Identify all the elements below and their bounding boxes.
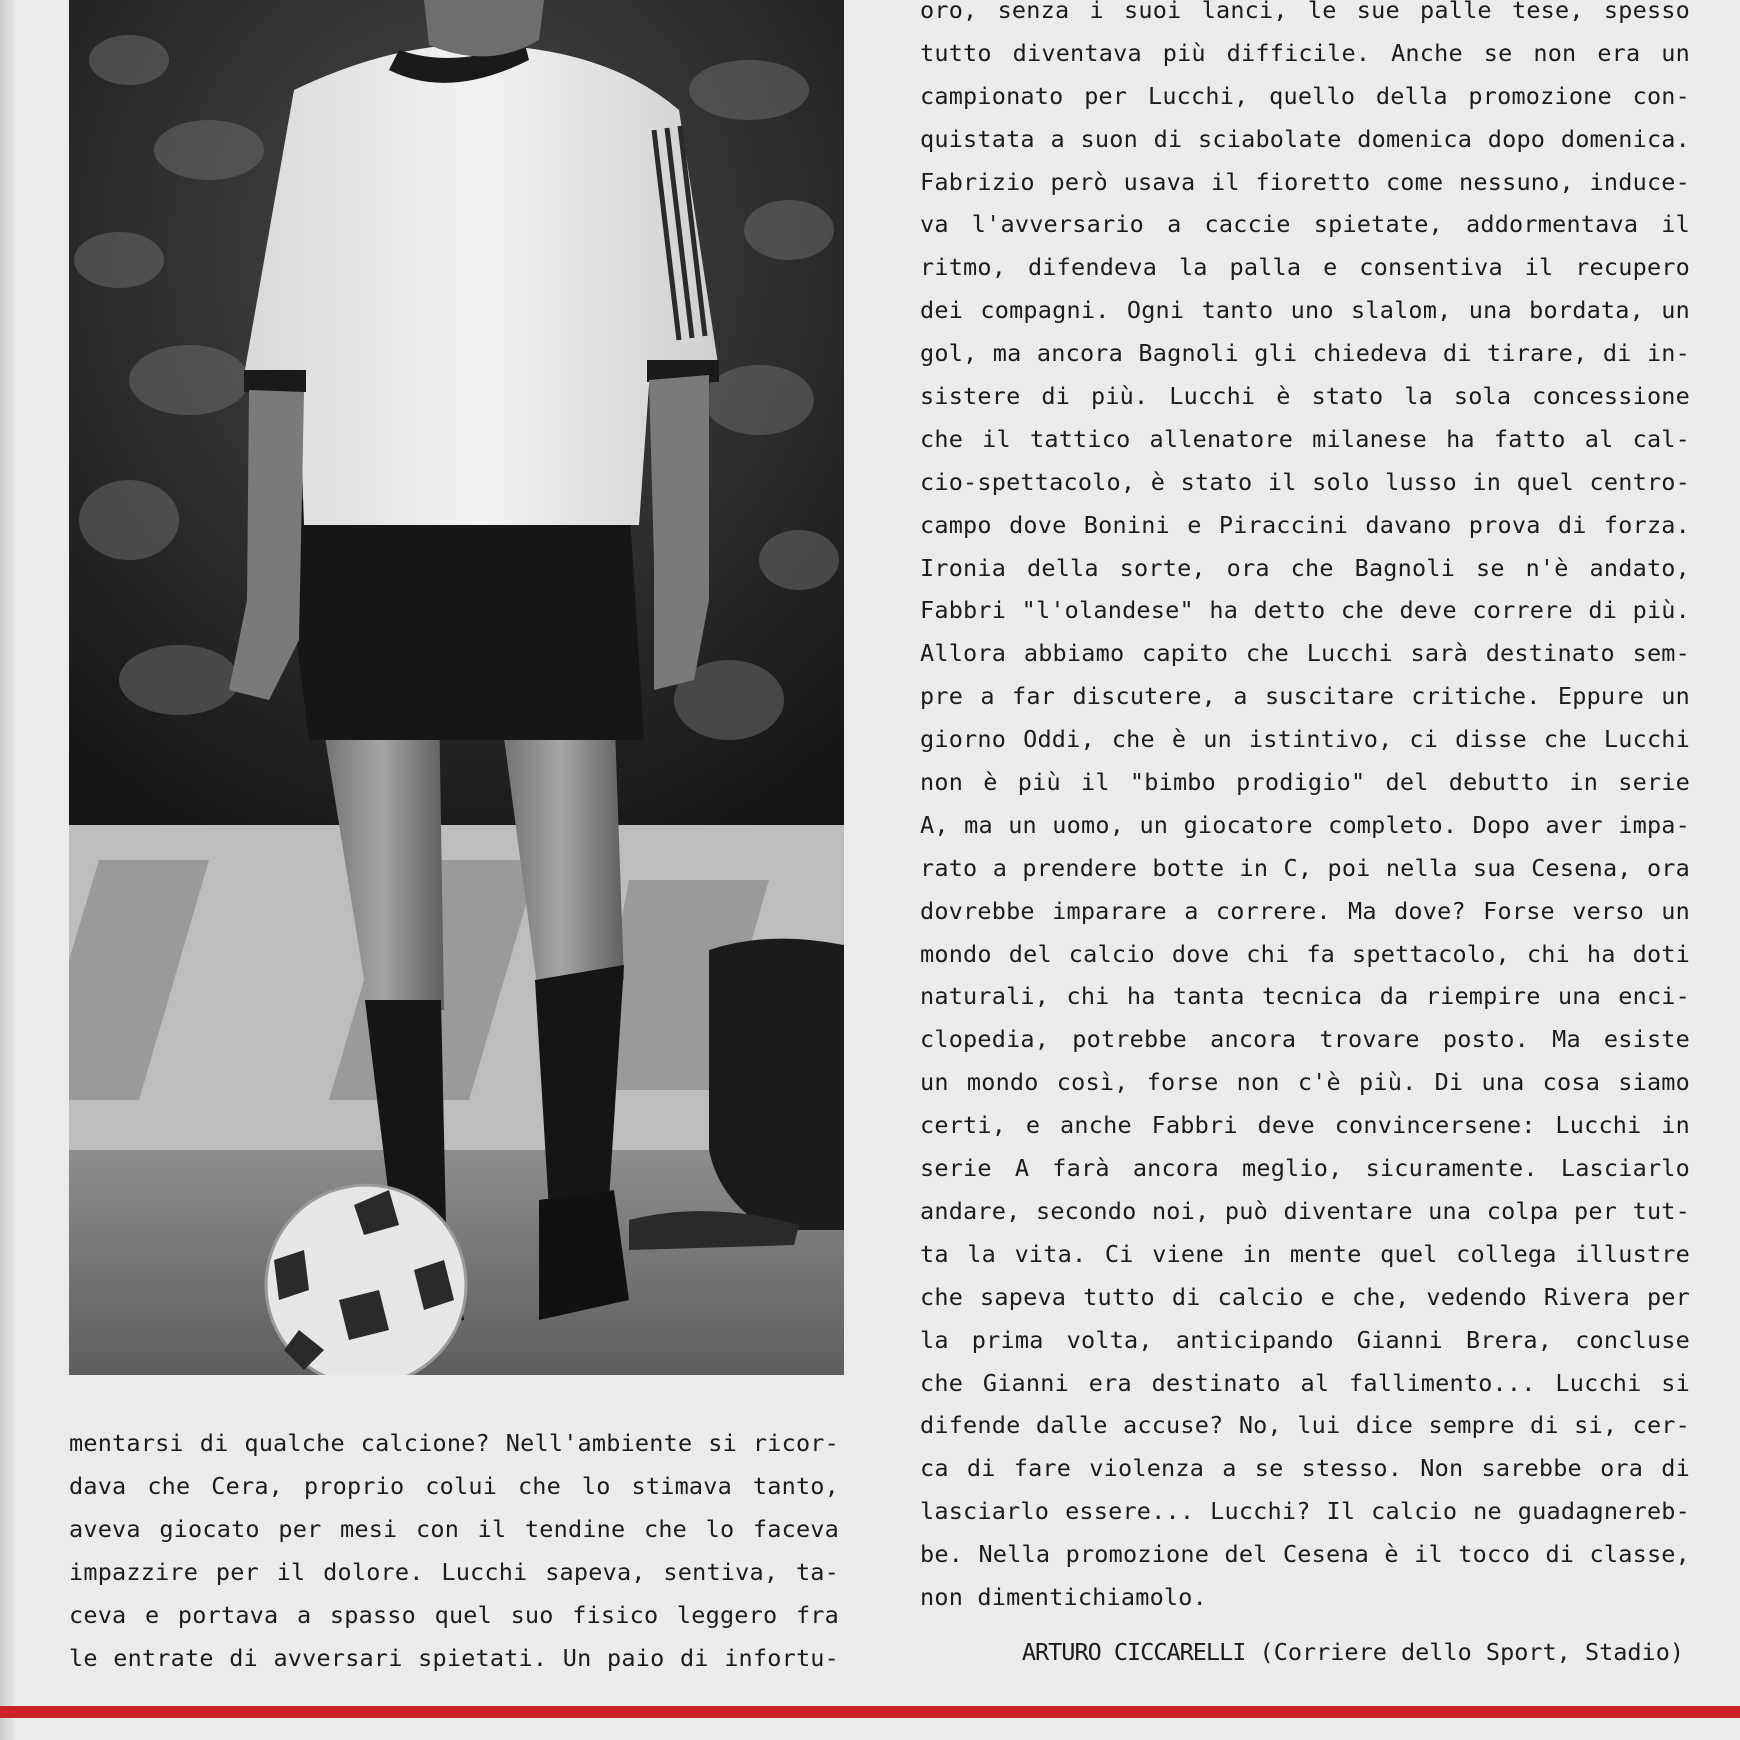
body-text-line: dei compagni. Ogni tanto uno slalom, una bordata, un (920, 296, 1690, 325)
body-text-line: dava che Cera, proprio colui che lo stimava tanto, (69, 1472, 839, 1500)
body-text-line: Fabrizio però usava il fioretto come nessuno, induce- (920, 167, 1690, 196)
body-text-line: serie A farà ancora meglio, sicuramente. Lasciarlo (920, 1154, 1690, 1183)
body-text-line: tutto diventava più difficile. Anche se non era un (920, 38, 1690, 67)
body-text-line: Fabbri "l'olandese" ha detto che deve correre di più. (920, 596, 1690, 625)
body-text-line: che Gianni era destinato al fallimento... Lucchi si (920, 1368, 1690, 1397)
body-text-line: che il tattico allenatore milanese ha fatto al cal- (920, 424, 1690, 453)
player-photo (69, 0, 844, 1375)
article-signature (994, 1631, 1684, 1673)
body-text-line: ritmo, difendeva la palla e consentiva il recupero (920, 253, 1690, 282)
body-text-line: va l'avversario a caccie spietate, addormentava il (920, 210, 1690, 239)
body-text-line: che sapeva tutto di calcio e che, vedendo Rivera per (920, 1282, 1690, 1311)
body-text-line: ta la vita. Ci viene in mente quel collega illustre (920, 1239, 1690, 1268)
body-text-line: oro, senza i suoi lanci, le sue palle tese, spesso (920, 0, 1690, 24)
body-text-line: le entrate di avversari spietati. Un paio di infortu- (69, 1644, 839, 1672)
body-text-line: clopedia, potrebbe ancora trovare posto. Ma esiste (920, 1025, 1690, 1054)
body-text-line: dovrebbe imparare a correre. Ma dove? Forse verso un (920, 896, 1690, 925)
page-edge (0, 0, 14, 1740)
author-name: ARTURO CICCARELLI (1021, 1638, 1246, 1666)
body-text-line: naturali, chi ha tanta tecnica da riempire una enci- (920, 982, 1690, 1011)
body-text-line: A, ma un uomo, un giocatore completo. Dopo aver impa- (920, 810, 1690, 839)
body-text-line: campionato per Lucchi, quello della promozione con- (920, 81, 1690, 110)
body-text-line: ceva e portava a spasso quel suo fisico leggero fra (69, 1601, 839, 1629)
body-text-line: impazzire per il dolore. Lucchi sapeva, sentiva, ta- (69, 1558, 839, 1586)
body-text-line: rato a prendere botte in C, poi nella sua Cesena, ora (920, 853, 1690, 882)
body-text-line: certi, e anche Fabbri deve convincersene: Lucchi in (920, 1111, 1690, 1140)
right-text-column (920, 0, 1690, 1619)
body-text-line: mondo del calcio dove chi fa spettacolo, chi ha doti (920, 939, 1690, 968)
body-text-line: pre a far discutere, a suscitare critiche. Eppure un (920, 682, 1690, 711)
body-text-line: Ironia della sorte, ora che Bagnoli se n'è andato, (920, 553, 1690, 582)
body-text-line: sistere di più. Lucchi è stato la sola concessione (920, 382, 1690, 411)
source-credit: (Corriere dello Sport, Stadio) (1259, 1638, 1684, 1666)
left-text-column (69, 1422, 839, 1680)
body-text-line: Allora abbiamo capito che Lucchi sarà destinato sem- (920, 639, 1690, 668)
body-text-line: cio-spettacolo, è stato il solo lusso in quel centro- (920, 467, 1690, 496)
body-text-line: difende dalle accuse? No, lui dice sempre di si, cer- (920, 1411, 1690, 1440)
red-divider-rule (0, 1706, 1740, 1718)
body-text-line: non è più il "bimbo prodigio" del debutto in serie (920, 768, 1690, 797)
body-text-line: un mondo così, forse non c'è più. Di una cosa siamo (920, 1068, 1690, 1097)
body-text-line: andare, secondo noi, può diventare una colpa per tut- (920, 1196, 1690, 1225)
body-text-line: lasciarlo essere... Lucchi? Il calcio ne guadagnereb- (920, 1497, 1690, 1526)
body-text-line: mentarsi di qualche calcione? Nell'ambiente si ricor- (69, 1429, 839, 1457)
body-text-line: gol, ma ancora Bagnoli gli chiedeva di tirare, di in- (920, 339, 1690, 368)
body-text-line: non dimentichiamolo. (920, 1582, 1207, 1611)
body-text-line: campo dove Bonini e Piraccini davano prova di forza. (920, 510, 1690, 539)
body-text-line: ca di fare violenza a se stesso. Non sarebbe ora di (920, 1454, 1690, 1483)
body-text-line: giorno Oddi, che è un istintivo, ci disse che Lucchi (920, 725, 1690, 754)
body-text-line: la prima volta, anticipando Gianni Brera, concluse (920, 1325, 1690, 1354)
body-text-line: quistata a suon di sciabolate domenica dopo domenica. (920, 124, 1690, 153)
body-text-line: be. Nella promozione del Cesena è il tocco di classe, (920, 1540, 1690, 1569)
body-text-line: aveva giocato per mesi con il tendine che lo faceva (69, 1515, 839, 1543)
